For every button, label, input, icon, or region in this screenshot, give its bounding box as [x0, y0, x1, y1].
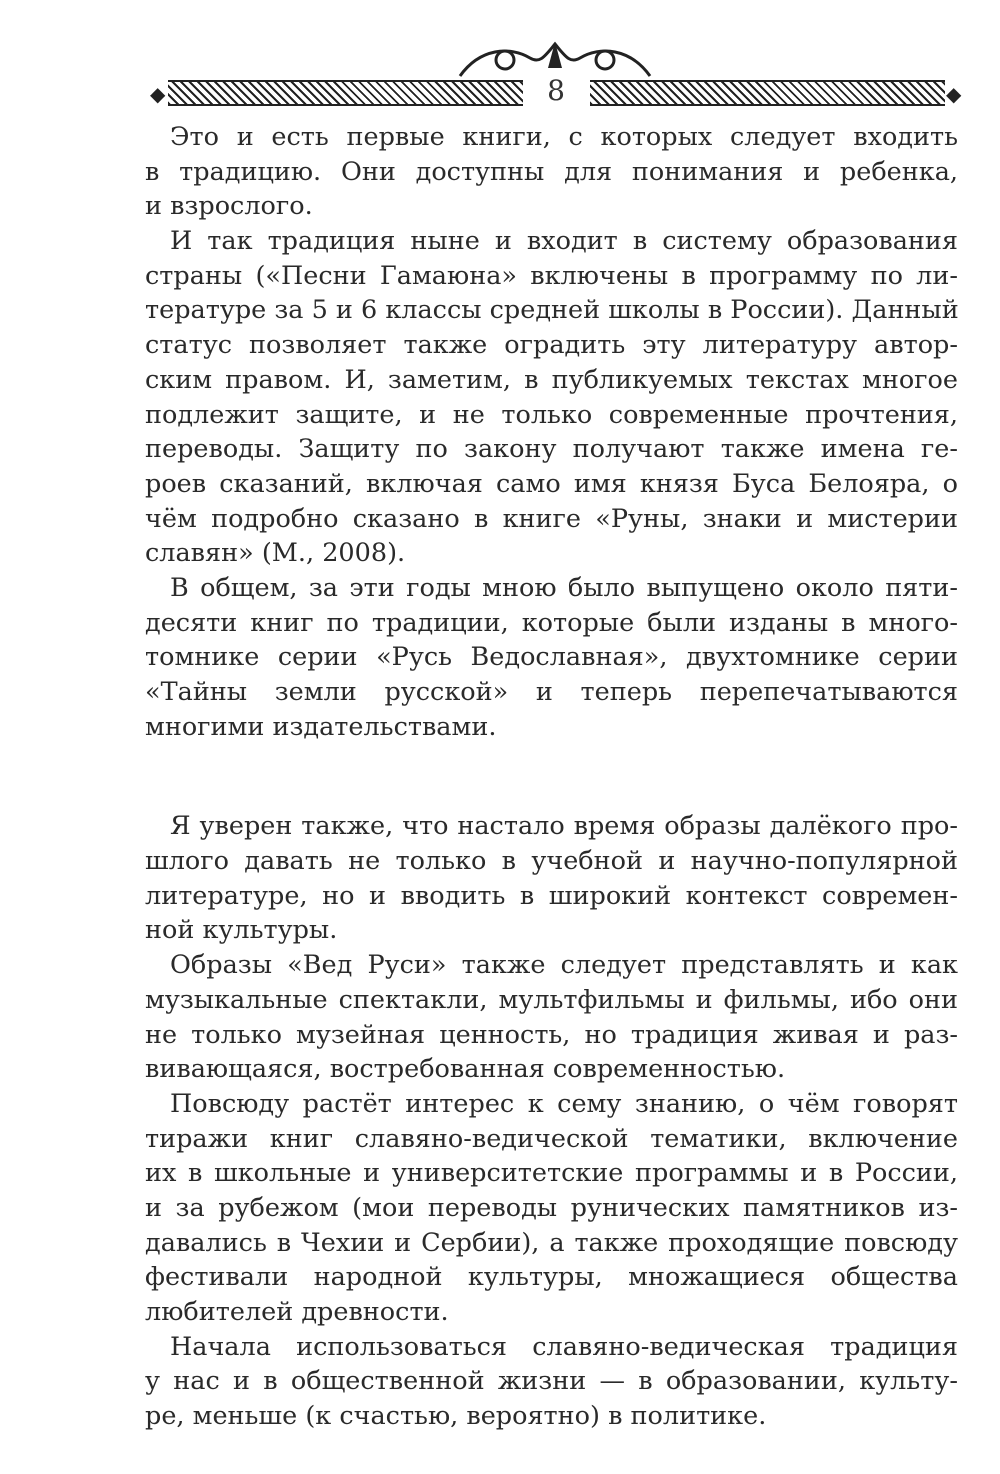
text-line: И так традиция ныне и входит в систему образования	[170, 226, 958, 257]
text-line: переводы. Защиту по закону получают также имена ге-	[145, 434, 958, 465]
paragraph	[145, 571, 958, 744]
text-line: ским правом. И, заметим, в публикуемых текстах многое	[145, 364, 958, 395]
text-line: тературе за 5 и 6 классы средней школы в России). Данный	[145, 295, 959, 326]
text-line: страны («Песни Гамаюна» включены в программу по ли-	[145, 260, 958, 291]
paragraph	[145, 809, 958, 948]
text-line: Образы «Вед Руси» также следует представлять и как	[170, 950, 958, 981]
text-line: давались в Чехии и Сербии), а также проходящие повсюду	[145, 1227, 958, 1258]
ornament-band-right	[590, 80, 945, 106]
text-line: многими издательствами.	[145, 711, 497, 742]
text-line: томнике серии «Русь Ведославная», двухтомнике серии	[145, 642, 958, 673]
text-line: десяти книг по традиции, которые были изданы в много-	[145, 607, 958, 638]
paragraph	[145, 224, 958, 571]
text-line: музыкальные спектакли, мультфильмы и фильмы, ибо они	[145, 984, 958, 1015]
text-line: фестивали народной культуры, множащиеся общества	[145, 1262, 958, 1293]
text-line: тиражи книг славяно-ведической тематики, включение	[145, 1123, 958, 1154]
text-line: вивающаяся, востребованная современностью.	[145, 1054, 786, 1085]
text-line: В общем, за эти годы мною было выпущено около пяти-	[170, 572, 958, 603]
text-line: славян» (М., 2008).	[145, 538, 406, 569]
ornament-band-left	[168, 80, 523, 106]
text-line: в традицию. Они доступны для понимания и ребенка,	[145, 156, 958, 187]
text-line: чём подробно сказано в книге «Руны, знаки и мистерии	[145, 503, 958, 534]
body-text	[145, 120, 958, 1434]
text-line: любителей древности.	[145, 1297, 449, 1327]
page-number: 8	[547, 74, 565, 107]
text-line: статус позволяет также оградить эту литературу автор-	[145, 330, 958, 361]
ornament-right-end-icon: ◆	[946, 82, 962, 106]
ornament-left-end-icon: ◆	[150, 82, 166, 106]
text-line: не только музейная ценность, но традиция живая и раз-	[145, 1019, 958, 1050]
text-line: у нас и в общественной жизни — в образовании, культу-	[145, 1366, 958, 1397]
ornament-scroll-icon	[450, 38, 660, 78]
text-line: их в школьные и университетские программы и в России,	[145, 1158, 958, 1189]
paragraph	[145, 948, 958, 1087]
paragraph-gap	[145, 744, 958, 809]
text-line: литературе, но и вводить в широкий контекст современ-	[145, 880, 958, 911]
text-line: и взрослого.	[145, 191, 313, 222]
text-line: Я уверен также, что настало время образы далёкого про-	[170, 811, 958, 842]
paragraph	[145, 120, 958, 224]
text-line: «Тайны земли русской» и теперь перепечатываются	[145, 677, 958, 707]
text-line: подлежит защите, и не только современные прочтения,	[145, 399, 958, 430]
text-line: Повсюду растёт интерес к сему знанию, о чём говорят	[170, 1088, 958, 1119]
text-line: Это и есть первые книги, с которых следует входить	[170, 122, 958, 152]
text-line: Начала использоваться славяно-ведическая традиция	[170, 1331, 958, 1362]
text-line: роев сказаний, включая само имя князя Буса Белояра, о	[145, 468, 958, 499]
text-line: ной культуры.	[145, 915, 338, 946]
paragraph	[145, 1087, 958, 1330]
text-line: ре, меньше (к счастью, вероятно) в политике.	[145, 1401, 767, 1432]
paragraph	[145, 1330, 958, 1434]
text-line: и за рубежом (мои переводы рунических памятников из-	[145, 1192, 958, 1223]
text-line: шлого давать не только в учебной и научно-популярной	[145, 846, 958, 877]
